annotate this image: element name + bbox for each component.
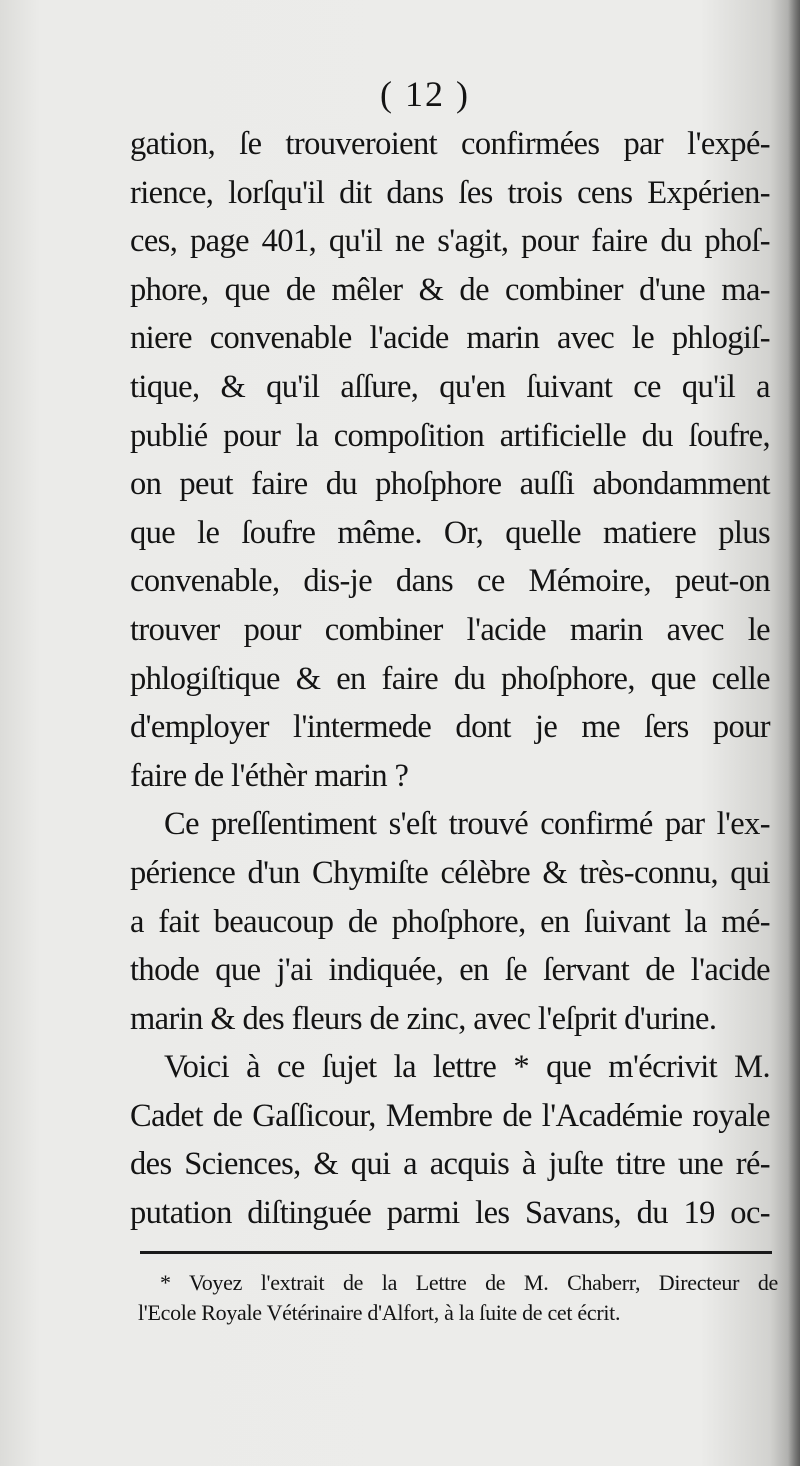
text-line: rience, lorſqu'il dit dans ſes trois cens Expérien- xyxy=(130,174,770,211)
text-line: phlogiſtique & en faire du phoſphore, que celle xyxy=(130,660,770,697)
text-line: niere convenable l'acide marin avec le phlogiſ- xyxy=(130,320,770,357)
text-line: que le ſoufre même. Or, quelle matiere plus xyxy=(130,514,770,551)
text-line: des Sciences, & qui a acquis à juſte titre une ré- xyxy=(130,1146,770,1183)
text-line: a fait beaucoup de phoſphore, en ſuivant la mé- xyxy=(130,903,770,940)
text-line: trouver pour combiner l'acide marin avec le xyxy=(130,611,770,648)
text-line: on peut faire du phoſphore auſſi abondamment xyxy=(130,466,770,503)
text-line: ces, page 401, qu'il ne s'agit, pour faire du phoſ- xyxy=(130,223,770,260)
footnote-line: * Voyez l'extrait de la Lettre de M. Chaberr, Directeur de xyxy=(160,1270,778,1295)
text-line: putation diſtinguée parmi les Savans, du 19 oc- xyxy=(130,1195,770,1232)
text-line: phore, que de mêler & de combiner d'une ma- xyxy=(130,271,770,308)
text-line: Voici à ce ſujet la lettre * que m'écrivit M. xyxy=(164,1049,770,1086)
text-line: Cadet de Gaſſicour, Membre de l'Académie royale xyxy=(130,1097,770,1134)
body-text xyxy=(130,120,770,1238)
footnote-rule xyxy=(140,1251,772,1254)
text-line: d'employer l'intermede dont je me ſers pour xyxy=(130,709,770,746)
text-line: périence d'un Chymiſte célèbre & très-connu, qui xyxy=(130,854,770,891)
text-line: Ce preſſentiment s'eſt trouvé confirmé par l'ex- xyxy=(164,806,770,843)
footnote-line: l'Ecole Royale Vétérinaire d'Alfort, à la ſuite de cet écrit. xyxy=(138,1300,621,1325)
page-edge-shadow xyxy=(788,0,800,1466)
text-line: gation, ſe trouveroient confirmées par l'expé- xyxy=(130,126,770,162)
text-line: convenable, dis-je dans ce Mémoire, peut-on xyxy=(130,563,770,600)
text-line: thode que j'ai indiquée, en ſe ſervant de l'acide xyxy=(130,952,770,989)
text-line: marin & des fleurs de zinc, avec l'eſprit d'urine. xyxy=(130,1000,717,1037)
text-line: publié pour la compoſition artificielle du ſoufre, xyxy=(130,417,770,454)
footnote xyxy=(138,1268,778,1328)
text-line: faire de l'éthèr marin ? xyxy=(130,757,409,794)
text-line: tique, & qu'il aſſure, qu'en ſuivant ce qu'il a xyxy=(130,368,770,405)
page-number: ( 12 ) xyxy=(380,74,470,114)
